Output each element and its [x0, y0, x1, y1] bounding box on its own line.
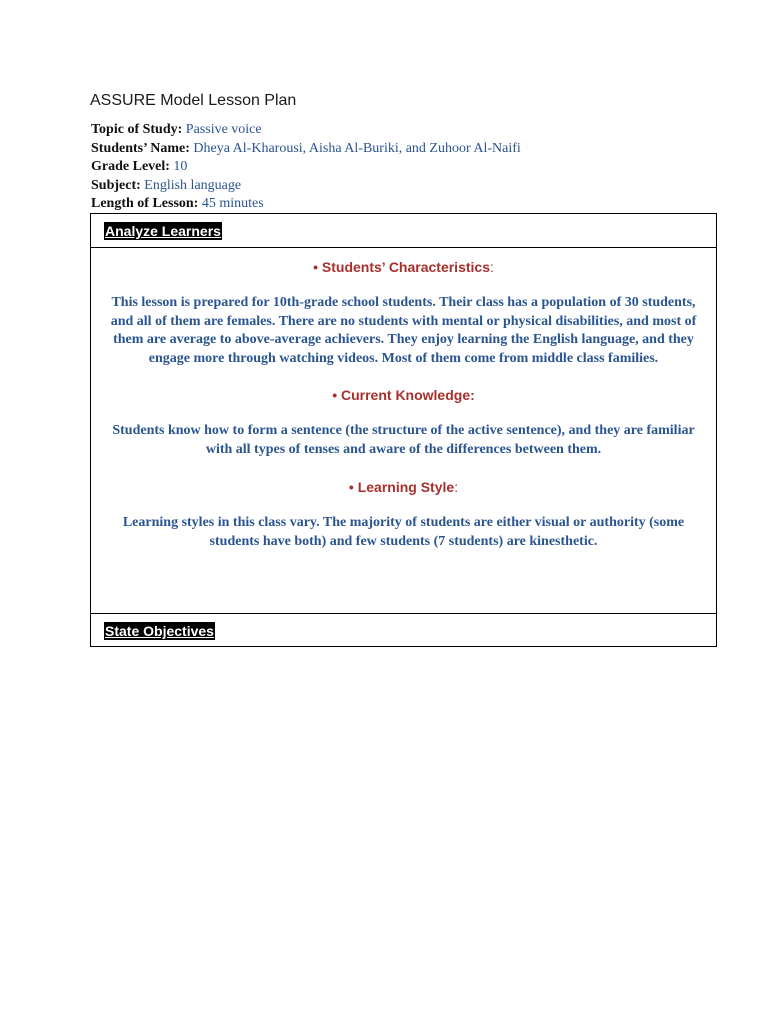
- current-knowledge-text: Students know how to form a sentence (the structure of the active sentence), and they are familiar with all types of tenses and aware of the differences between them.: [112, 423, 695, 457]
- students-name-row: [91, 140, 521, 159]
- state-objectives-title: State Objectives: [105, 623, 214, 639]
- subject-row: [91, 177, 521, 196]
- document-title: ASSURE Model Lesson Plan: [90, 92, 297, 109]
- students-name-label: Students’ Name:: [91, 140, 190, 156]
- grade-level-label: Grade Level:: [91, 159, 170, 174]
- lesson-length-row: [91, 195, 521, 214]
- analyze-learners-title: Analyze Learners: [105, 223, 221, 239]
- analyze-learners-section: [90, 213, 717, 614]
- subject-value: English language: [144, 177, 242, 193]
- topic-label: Topic of Study:: [91, 122, 183, 137]
- learning-style-text: Learning styles in this class vary. The majority of students are either visual or authority (some students have both) and few students (7 students) are kinesthetic.: [122, 515, 685, 549]
- current-knowledge-heading: • Current Knowledge:: [332, 387, 475, 403]
- students-characteristics-heading: • Students’ Characteristics:: [313, 259, 494, 275]
- grade-level-row: [91, 158, 521, 177]
- learning-style-heading: • Learning Style:: [348, 479, 459, 495]
- students-name-value: Dheya Al-Kharousi, Aisha Al-Buriki, and Zuhoor Al-Naifi: [193, 140, 521, 156]
- state-objectives-section: [90, 613, 717, 647]
- lesson-info: [91, 121, 521, 214]
- grade-level-value: 10: [173, 159, 188, 174]
- students-characteristics-text: This lesson is prepared for 10th-grade school students. Their class has a population of 30 students, and all of them are females. There are no students with mental or physical disabilities, and most of them are average to above-average achievers. They enjoy learning the English language, and they engage more through watching videos. Most of them come from middle class families.: [110, 295, 697, 366]
- topic-row: [91, 121, 521, 140]
- analyze-learners-body: [91, 248, 716, 551]
- analyze-learners-header: [91, 214, 716, 248]
- state-objectives-header: [91, 614, 716, 647]
- subject-label: Subject:: [91, 177, 141, 193]
- topic-value: Passive voice: [185, 122, 262, 137]
- lesson-length-value: 45 minutes: [201, 196, 264, 211]
- lesson-length-label: Length of Lesson:: [91, 196, 199, 211]
